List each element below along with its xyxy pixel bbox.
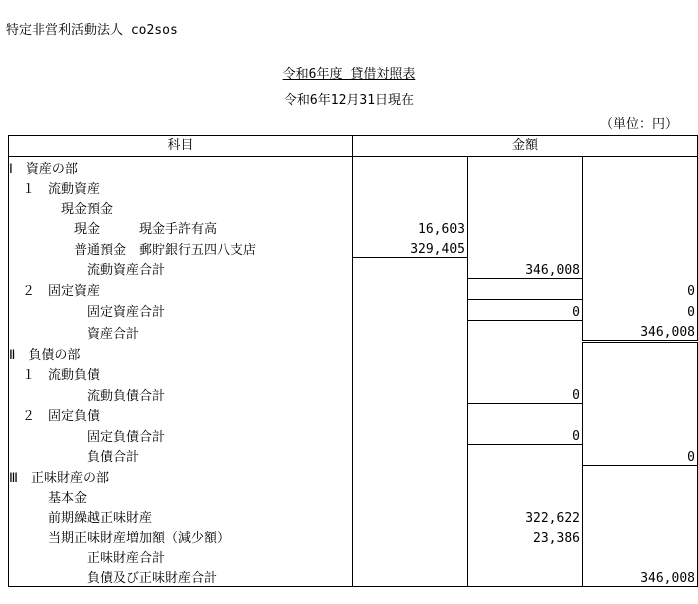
row-amount-detail xyxy=(353,486,468,506)
row-amount-detail: 329,405 xyxy=(353,237,468,258)
row-amount-total xyxy=(583,157,698,178)
row-label: 当期正味財産増加額（減少額） xyxy=(9,526,353,546)
row-amount-detail xyxy=(353,465,468,486)
row-amount-detail: 16,603 xyxy=(353,217,468,237)
row-label: 負債及び正味財産合計 xyxy=(9,566,353,587)
table-row xyxy=(9,445,698,466)
row-amount-subtotal xyxy=(468,177,583,197)
table-row xyxy=(9,526,698,546)
header-amount: 金額 xyxy=(353,136,698,157)
row-amount-total xyxy=(583,486,698,506)
row-label: 基本金 xyxy=(9,486,353,506)
row-amount-detail xyxy=(353,278,468,299)
row-amount-total xyxy=(583,177,698,197)
row-amount-total: 346,008 xyxy=(583,566,698,587)
table-row xyxy=(9,258,698,279)
row-amount-detail xyxy=(353,506,468,526)
row-amount-total xyxy=(583,546,698,566)
table-row xyxy=(9,157,698,178)
row-label: 固定資産合計 xyxy=(9,299,353,320)
table-row xyxy=(9,424,698,445)
row-amount-total xyxy=(583,506,698,526)
row-amount-total xyxy=(583,383,698,404)
balance-sheet-table xyxy=(8,135,698,587)
row-amount-total xyxy=(583,526,698,546)
row-amount-subtotal: 322,622 xyxy=(468,506,583,526)
row-amount-total xyxy=(583,465,698,486)
row-amount-total xyxy=(583,258,698,279)
row-amount-total: 0 xyxy=(583,299,698,320)
row-amount-detail xyxy=(353,342,468,364)
row-amount-detail xyxy=(353,445,468,466)
table-row xyxy=(9,177,698,197)
row-amount-detail xyxy=(353,258,468,279)
table-row xyxy=(9,363,698,383)
table-row xyxy=(9,486,698,506)
table-row xyxy=(9,404,698,425)
row-label: 正味財産合計 xyxy=(9,546,353,566)
row-amount-total xyxy=(583,404,698,425)
row-amount-total: 0 xyxy=(583,278,698,299)
table-row xyxy=(9,197,698,217)
row-amount-subtotal: 23,386 xyxy=(468,526,583,546)
organization-name: 特定非営利活動法人 co2sos xyxy=(6,23,178,38)
row-amount-subtotal xyxy=(468,363,583,383)
row-label: 流動資産合計 xyxy=(9,258,353,279)
row-label: Ⅰ 資産の部 xyxy=(9,157,353,178)
row-amount-subtotal xyxy=(468,320,583,342)
row-amount-total: 0 xyxy=(583,445,698,466)
table-row xyxy=(9,506,698,526)
row-amount-total xyxy=(583,237,698,258)
row-amount-subtotal xyxy=(468,546,583,566)
table-row xyxy=(9,465,698,486)
row-label: Ⅲ 正味財産の部 xyxy=(9,465,353,486)
row-amount-detail xyxy=(353,566,468,587)
row-label: １ 流動負債 xyxy=(9,363,353,383)
row-amount-detail xyxy=(353,546,468,566)
row-amount-subtotal xyxy=(468,157,583,178)
row-amount-subtotal xyxy=(468,217,583,237)
row-amount-detail xyxy=(353,526,468,546)
row-amount-subtotal xyxy=(468,445,583,466)
row-amount-detail xyxy=(353,363,468,383)
row-amount-subtotal xyxy=(468,404,583,425)
row-label: Ⅱ 負債の部 xyxy=(9,342,353,364)
row-amount-subtotal: 346,008 xyxy=(468,258,583,279)
row-amount-subtotal xyxy=(468,465,583,486)
row-amount-subtotal: 0 xyxy=(468,424,583,445)
table-body xyxy=(9,157,698,587)
document-title xyxy=(0,68,698,82)
row-label: ２ 固定資産 xyxy=(9,278,353,299)
row-amount-total xyxy=(583,363,698,383)
row-amount-total xyxy=(583,197,698,217)
row-amount-subtotal xyxy=(468,566,583,587)
row-amount-detail xyxy=(353,157,468,178)
table-row xyxy=(9,546,698,566)
table-row xyxy=(9,237,698,258)
row-amount-detail xyxy=(353,197,468,217)
row-label: 現金 現金手許有高 xyxy=(9,217,353,237)
row-label: 前期繰越正味財産 xyxy=(9,506,353,526)
row-label: 普通預金 郵貯銀行五四八支店 xyxy=(9,237,353,258)
row-label: 流動負債合計 xyxy=(9,383,353,404)
row-amount-subtotal xyxy=(468,486,583,506)
row-amount-subtotal xyxy=(468,237,583,258)
row-amount-total xyxy=(583,342,698,364)
document-date: 令和6年12月31日現在 xyxy=(283,93,415,108)
row-amount-total xyxy=(583,424,698,445)
table-header-row xyxy=(9,136,698,157)
unit-note: （単位：円） xyxy=(600,117,679,132)
row-amount-detail xyxy=(353,177,468,197)
table-row xyxy=(9,299,698,320)
row-amount-detail xyxy=(353,383,468,404)
row-label: 資産合計 xyxy=(9,320,353,342)
row-label: 固定負債合計 xyxy=(9,424,353,445)
document-title-text: 令和6年度 貸借対照表 xyxy=(282,67,416,82)
row-label: 現金預金 xyxy=(9,197,353,217)
row-amount-detail xyxy=(353,299,468,320)
row-label: ２ 固定負債 xyxy=(9,404,353,425)
row-amount-subtotal: 0 xyxy=(468,383,583,404)
row-amount-total xyxy=(583,217,698,237)
table-row xyxy=(9,278,698,299)
row-amount-detail xyxy=(353,424,468,445)
table-row xyxy=(9,566,698,587)
table-row xyxy=(9,320,698,342)
row-amount-subtotal: 0 xyxy=(468,299,583,320)
row-amount-subtotal xyxy=(468,342,583,364)
row-amount-detail xyxy=(353,320,468,342)
row-amount-subtotal xyxy=(468,197,583,217)
row-amount-total: 346,008 xyxy=(583,320,698,342)
row-label: １ 流動資産 xyxy=(9,177,353,197)
row-amount-subtotal xyxy=(468,278,583,299)
row-amount-detail xyxy=(353,404,468,425)
table-row xyxy=(9,383,698,404)
table-row xyxy=(9,342,698,364)
header-subject: 科目 xyxy=(9,136,353,157)
table-row xyxy=(9,217,698,237)
row-label: 負債合計 xyxy=(9,445,353,466)
